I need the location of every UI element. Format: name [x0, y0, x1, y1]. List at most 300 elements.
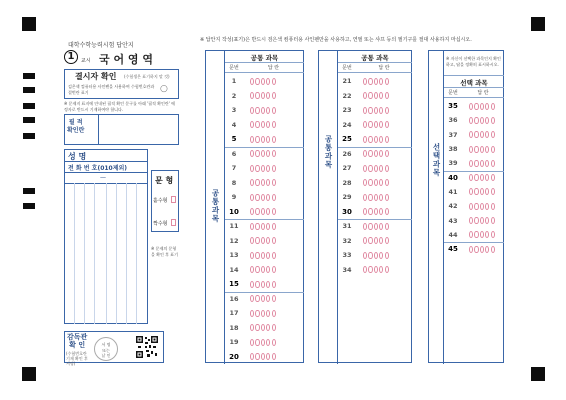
- answer-row-25: [338, 132, 412, 147]
- answer-bubble-4[interactable]: [266, 165, 270, 172]
- answer-bubble-2[interactable]: [255, 92, 259, 99]
- answer-bubble-2[interactable]: [368, 107, 372, 114]
- answer-bubble-3[interactable]: [374, 150, 378, 157]
- answer-bubble-group: [250, 136, 276, 143]
- answer-bubble-5[interactable]: [272, 295, 276, 302]
- answer-bubble-2[interactable]: [255, 324, 259, 331]
- answer-bubble-5[interactable]: [491, 174, 495, 181]
- answer-bubble-1[interactable]: [363, 237, 367, 244]
- answer-bubble-4[interactable]: [485, 103, 489, 110]
- answer-bubble-3[interactable]: [261, 339, 265, 346]
- answer-bubble-5[interactable]: [385, 92, 389, 99]
- answer-bubble-5[interactable]: [272, 266, 276, 273]
- answer-bubble-3[interactable]: [261, 136, 265, 143]
- answer-bubble-5[interactable]: [272, 223, 276, 230]
- timing-mark: [23, 188, 35, 194]
- question-number: 21: [342, 77, 352, 86]
- result-check-circle: ○: [160, 84, 168, 94]
- answer-bubble-group: [469, 188, 495, 195]
- answer-bubble-5[interactable]: [385, 78, 389, 85]
- answer-bubble-4[interactable]: [485, 231, 489, 238]
- subject-title: 국 어 영 역: [99, 53, 153, 66]
- answer-bubble-4[interactable]: [266, 107, 270, 114]
- answer-row-34: [338, 263, 412, 278]
- answer-bubble-4[interactable]: [266, 78, 270, 85]
- answer-bubble-4[interactable]: [266, 237, 270, 244]
- answer-bubble-4[interactable]: [266, 194, 270, 201]
- answer-bubble-3[interactable]: [374, 78, 378, 85]
- column-3-num-header: 문번: [448, 90, 458, 96]
- answer-bubble-group: [250, 78, 276, 85]
- answer-bubble-1[interactable]: [250, 179, 254, 186]
- answer-bubble-4[interactable]: [379, 107, 383, 114]
- answer-bubble-5[interactable]: [272, 107, 276, 114]
- answer-bubble-5[interactable]: [272, 281, 276, 288]
- sign-area[interactable]: 서 명 또는 날 인: [94, 337, 118, 361]
- answer-bubble-4[interactable]: [266, 223, 270, 230]
- answer-bubble-1[interactable]: [469, 217, 473, 224]
- question-number: 23: [342, 106, 352, 115]
- answer-bubble-5[interactable]: [272, 310, 276, 317]
- answer-bubble-1[interactable]: [250, 208, 254, 215]
- answer-bubble-5[interactable]: [491, 146, 495, 153]
- answer-bubble-2[interactable]: [474, 117, 478, 124]
- type-even-bubble[interactable]: [171, 219, 176, 226]
- answer-bubble-group: [363, 266, 389, 273]
- answer-bubble-4[interactable]: [266, 339, 270, 346]
- answer-bubble-2[interactable]: [474, 188, 478, 195]
- answer-bubble-4[interactable]: [485, 131, 489, 138]
- answer-bubble-3[interactable]: [480, 203, 484, 210]
- answer-bubble-1[interactable]: [250, 339, 254, 346]
- answer-row-1: [225, 74, 304, 89]
- corner-mark-bottom-right: [531, 367, 545, 381]
- answer-bubble-3[interactable]: [261, 295, 265, 302]
- answer-row-41: [444, 185, 504, 199]
- answer-bubble-4[interactable]: [266, 295, 270, 302]
- answer-bubble-group: [469, 146, 495, 153]
- answer-bubble-1[interactable]: [469, 103, 473, 110]
- answer-bubble-group: [363, 252, 389, 259]
- answer-bubble-5[interactable]: [385, 121, 389, 128]
- question-number: 26: [342, 149, 352, 158]
- answer-bubble-group: [250, 208, 276, 215]
- timing-mark: [23, 87, 35, 93]
- answer-bubble-5[interactable]: [272, 179, 276, 186]
- answer-bubble-2[interactable]: [368, 165, 372, 172]
- answer-bubble-3[interactable]: [480, 217, 484, 224]
- answer-bubble-3[interactable]: [261, 179, 265, 186]
- answer-bubble-5[interactable]: [272, 194, 276, 201]
- answer-bubble-1[interactable]: [363, 92, 367, 99]
- period-label: 교시: [81, 58, 91, 64]
- answer-row-5: [225, 132, 304, 147]
- answer-bubble-5[interactable]: [385, 194, 389, 201]
- answer-bubble-4[interactable]: [379, 136, 383, 143]
- column-2-side-label: 공통과목: [324, 135, 333, 169]
- answer-bubble-5[interactable]: [385, 252, 389, 259]
- answer-bubble-4[interactable]: [485, 117, 489, 124]
- answer-row-44: [444, 228, 504, 242]
- answer-bubble-3[interactable]: [261, 194, 265, 201]
- timing-mark: [23, 103, 35, 109]
- answer-bubble-1[interactable]: [363, 136, 367, 143]
- answer-bubble-2[interactable]: [368, 121, 372, 128]
- answer-row-33: [338, 248, 412, 263]
- answer-bubble-1[interactable]: [469, 131, 473, 138]
- answer-bubble-4[interactable]: [266, 136, 270, 143]
- answer-row-27: [338, 161, 412, 176]
- answer-bubble-5[interactable]: [491, 217, 495, 224]
- answer-bubble-group: [469, 231, 495, 238]
- answer-bubble-5[interactable]: [491, 117, 495, 124]
- answer-bubble-4[interactable]: [266, 208, 270, 215]
- answer-bubble-4[interactable]: [266, 281, 270, 288]
- answer-bubble-1[interactable]: [250, 281, 254, 288]
- answer-row-18: [225, 321, 304, 336]
- answer-bubble-2[interactable]: [474, 246, 478, 253]
- answer-bubble-4[interactable]: [266, 121, 270, 128]
- answer-bubble-4[interactable]: [379, 165, 383, 172]
- answer-bubble-3[interactable]: [374, 223, 378, 230]
- answer-bubble-1[interactable]: [250, 324, 254, 331]
- answer-bubble-1[interactable]: [250, 194, 254, 201]
- answer-bubble-3[interactable]: [261, 324, 265, 331]
- answer-bubble-1[interactable]: [363, 252, 367, 259]
- answer-bubble-2[interactable]: [368, 223, 372, 230]
- answer-bubble-5[interactable]: [385, 223, 389, 230]
- answer-column-2: [318, 50, 412, 363]
- answer-bubble-group: [363, 121, 389, 128]
- question-number: 44: [448, 230, 458, 239]
- question-number: 20: [229, 352, 239, 361]
- question-number: 28: [342, 178, 352, 187]
- answer-bubble-5[interactable]: [272, 136, 276, 143]
- answer-bubble-5[interactable]: [491, 103, 495, 110]
- answer-bubble-5[interactable]: [491, 131, 495, 138]
- answer-bubble-2[interactable]: [255, 78, 259, 85]
- answer-bubble-group: [250, 150, 276, 157]
- answer-bubble-2[interactable]: [474, 131, 478, 138]
- answer-bubble-4[interactable]: [485, 217, 489, 224]
- answer-row-11: [225, 219, 304, 234]
- answer-bubble-1[interactable]: [469, 160, 473, 167]
- answer-bubble-1[interactable]: [363, 208, 367, 215]
- answer-bubble-2[interactable]: [368, 92, 372, 99]
- answer-bubble-3[interactable]: [374, 92, 378, 99]
- answer-bubble-5[interactable]: [272, 237, 276, 244]
- question-number: 9: [231, 193, 237, 202]
- answer-bubble-2[interactable]: [474, 231, 478, 238]
- answer-bubble-3[interactable]: [480, 117, 484, 124]
- answer-bubble-3[interactable]: [261, 353, 265, 360]
- top-notice: ※ 답안지 작성(표기)은 반드시 검은색 컴퓨터용 사인펜만을 사용하고, 연필 또는 샤프 등의 필기구를 절대 사용하지 마십시오.: [200, 37, 472, 43]
- answer-bubble-2[interactable]: [474, 203, 478, 210]
- answer-bubble-1[interactable]: [469, 146, 473, 153]
- answer-bubble-5[interactable]: [385, 150, 389, 157]
- answer-bubble-3[interactable]: [480, 231, 484, 238]
- supervisor-label: 감독관 확 인: [67, 333, 88, 349]
- answer-bubble-4[interactable]: [379, 266, 383, 273]
- answer-bubble-group: [250, 339, 276, 346]
- answer-bubble-2[interactable]: [474, 146, 478, 153]
- answer-bubble-3[interactable]: [374, 237, 378, 244]
- answer-bubble-5[interactable]: [491, 231, 495, 238]
- answer-row-2: [225, 89, 304, 104]
- answer-bubble-1[interactable]: [469, 231, 473, 238]
- answer-bubble-5[interactable]: [272, 150, 276, 157]
- answer-bubble-4[interactable]: [485, 160, 489, 167]
- answer-bubble-4[interactable]: [266, 252, 270, 259]
- answer-bubble-1[interactable]: [363, 266, 367, 273]
- answer-bubble-1[interactable]: [363, 165, 367, 172]
- answer-bubble-3[interactable]: [261, 208, 265, 215]
- answer-bubble-1[interactable]: [469, 188, 473, 195]
- answer-bubble-5[interactable]: [272, 78, 276, 85]
- answer-row-40: [444, 171, 504, 185]
- answer-bubble-1[interactable]: [250, 310, 254, 317]
- answer-bubble-3[interactable]: [480, 131, 484, 138]
- answer-bubble-1[interactable]: [469, 203, 473, 210]
- answer-bubble-4[interactable]: [266, 92, 270, 99]
- answer-bubble-2[interactable]: [368, 208, 372, 215]
- answer-bubble-4[interactable]: [379, 194, 383, 201]
- answer-bubble-5[interactable]: [272, 208, 276, 215]
- answer-bubble-2[interactable]: [368, 179, 372, 186]
- answer-bubble-1[interactable]: [250, 136, 254, 143]
- answer-bubble-3[interactable]: [480, 246, 484, 253]
- question-number: 42: [448, 202, 458, 211]
- answer-bubble-3[interactable]: [480, 103, 484, 110]
- answer-bubble-group: [250, 179, 276, 186]
- answer-bubble-3[interactable]: [374, 266, 378, 273]
- question-number: 36: [448, 116, 458, 125]
- result-check-desc: 검은색 컴퓨터용 사인펜을 사용하여 수험번호란과 결번란 표기: [68, 84, 155, 95]
- answer-bubble-group: [250, 92, 276, 99]
- answer-bubble-3[interactable]: [374, 165, 378, 172]
- timing-mark: [23, 73, 35, 79]
- question-number: 25: [342, 135, 352, 144]
- answer-bubble-group: [250, 107, 276, 114]
- type-odd-bubble[interactable]: [171, 196, 176, 203]
- answer-bubble-2[interactable]: [255, 237, 259, 244]
- answer-bubble-4[interactable]: [485, 146, 489, 153]
- answer-bubble-5[interactable]: [272, 353, 276, 360]
- answer-bubble-3[interactable]: [261, 121, 265, 128]
- answer-bubble-3[interactable]: [374, 194, 378, 201]
- answer-bubble-4[interactable]: [379, 78, 383, 85]
- answer-bubble-1[interactable]: [469, 174, 473, 181]
- answer-bubble-5[interactable]: [491, 160, 495, 167]
- answer-bubble-3[interactable]: [261, 78, 265, 85]
- answer-bubble-4[interactable]: [266, 266, 270, 273]
- answer-bubble-4[interactable]: [266, 310, 270, 317]
- answer-row-14: [225, 263, 304, 278]
- answer-bubble-3[interactable]: [261, 150, 265, 157]
- answer-bubble-1[interactable]: [469, 246, 473, 253]
- answer-bubble-5[interactable]: [385, 179, 389, 186]
- answer-bubble-3[interactable]: [261, 223, 265, 230]
- answer-bubble-4[interactable]: [266, 324, 270, 331]
- answer-bubble-1[interactable]: [363, 150, 367, 157]
- question-number: 34: [342, 265, 352, 274]
- answer-bubble-4[interactable]: [266, 150, 270, 157]
- answer-bubble-3[interactable]: [261, 252, 265, 259]
- answer-bubble-4[interactable]: [485, 174, 489, 181]
- answer-bubble-4[interactable]: [379, 92, 383, 99]
- answer-row-3: [225, 103, 304, 118]
- answer-bubble-1[interactable]: [250, 78, 254, 85]
- answer-bubble-4[interactable]: [379, 121, 383, 128]
- answer-bubble-1[interactable]: [250, 252, 254, 259]
- answer-bubble-3[interactable]: [261, 281, 265, 288]
- answer-bubble-5[interactable]: [491, 246, 495, 253]
- answer-bubble-1[interactable]: [363, 107, 367, 114]
- answer-bubble-2[interactable]: [368, 237, 372, 244]
- question-number: 15: [229, 280, 239, 289]
- answer-bubble-4[interactable]: [485, 246, 489, 253]
- correction-note: ※ 문제지 표지에 안내된 필적 확인 문구를 아래 '필적 확인란' 에 정자로 반드시 기재하여야 합니다.: [64, 101, 176, 112]
- answer-bubble-5[interactable]: [385, 107, 389, 114]
- answer-bubble-5[interactable]: [272, 324, 276, 331]
- answer-column-1: [205, 50, 304, 363]
- answer-bubble-4[interactable]: [379, 223, 383, 230]
- answer-bubble-group: [363, 208, 389, 215]
- answer-bubble-1[interactable]: [250, 107, 254, 114]
- answer-bubble-1[interactable]: [250, 223, 254, 230]
- answer-bubble-1[interactable]: [250, 353, 254, 360]
- answer-bubble-5[interactable]: [385, 165, 389, 172]
- answer-bubble-1[interactable]: [250, 295, 254, 302]
- answer-bubble-2[interactable]: [255, 295, 259, 302]
- answer-bubble-1[interactable]: [363, 223, 367, 230]
- answer-bubble-group: [250, 165, 276, 172]
- answer-row-22: [338, 89, 412, 104]
- answer-bubble-5[interactable]: [272, 121, 276, 128]
- answer-bubble-2[interactable]: [255, 339, 259, 346]
- answer-bubble-3[interactable]: [261, 165, 265, 172]
- answer-bubble-5[interactable]: [385, 136, 389, 143]
- answer-bubble-1[interactable]: [250, 266, 254, 273]
- answer-bubble-3[interactable]: [480, 174, 484, 181]
- answer-bubble-4[interactable]: [266, 353, 270, 360]
- answer-bubble-3[interactable]: [374, 252, 378, 259]
- answer-bubble-2[interactable]: [255, 121, 259, 128]
- answer-bubble-4[interactable]: [379, 237, 383, 244]
- answer-bubble-3[interactable]: [480, 160, 484, 167]
- answer-bubble-2[interactable]: [474, 160, 478, 167]
- answer-bubble-5[interactable]: [491, 188, 495, 195]
- answer-bubble-5[interactable]: [272, 339, 276, 346]
- answer-bubble-2[interactable]: [474, 174, 478, 181]
- answer-bubble-1[interactable]: [250, 237, 254, 244]
- answer-bubble-2[interactable]: [255, 179, 259, 186]
- answer-bubble-3[interactable]: [261, 310, 265, 317]
- answer-bubble-5[interactable]: [385, 237, 389, 244]
- answer-row-30: [338, 205, 412, 220]
- answer-bubble-2[interactable]: [255, 136, 259, 143]
- answer-row-28: [338, 176, 412, 191]
- answer-bubble-5[interactable]: [385, 266, 389, 273]
- answer-bubble-2[interactable]: [368, 266, 372, 273]
- answer-bubble-3[interactable]: [374, 208, 378, 215]
- answer-bubble-2[interactable]: [255, 353, 259, 360]
- answer-bubble-2[interactable]: [255, 194, 259, 201]
- answer-bubble-group: [250, 252, 276, 259]
- answer-bubble-2[interactable]: [474, 103, 478, 110]
- answer-bubble-3[interactable]: [261, 266, 265, 273]
- answer-bubble-3[interactable]: [374, 121, 378, 128]
- answer-bubble-4[interactable]: [379, 208, 383, 215]
- answer-bubble-3[interactable]: [480, 146, 484, 153]
- answer-bubble-5[interactable]: [272, 252, 276, 259]
- answer-bubble-2[interactable]: [368, 252, 372, 259]
- answer-bubble-3[interactable]: [480, 188, 484, 195]
- answer-bubble-2[interactable]: [474, 217, 478, 224]
- type-even-label: 짝수형: [153, 221, 168, 227]
- answer-bubble-1[interactable]: [363, 194, 367, 201]
- answer-bubble-3[interactable]: [261, 107, 265, 114]
- column-1-ans-header: 답 란: [267, 65, 280, 71]
- answer-bubble-4[interactable]: [379, 150, 383, 157]
- answer-bubble-group: [469, 103, 495, 110]
- question-number: 37: [448, 130, 458, 139]
- answer-bubble-2[interactable]: [255, 252, 259, 259]
- answer-bubble-1[interactable]: [363, 179, 367, 186]
- answer-bubble-2[interactable]: [255, 310, 259, 317]
- answer-bubble-3[interactable]: [374, 179, 378, 186]
- answer-bubble-group: [469, 246, 495, 253]
- answer-bubble-2[interactable]: [368, 136, 372, 143]
- answer-bubble-1[interactable]: [250, 121, 254, 128]
- answer-bubble-2[interactable]: [255, 150, 259, 157]
- answer-bubble-4[interactable]: [266, 179, 270, 186]
- answer-bubble-3[interactable]: [374, 136, 378, 143]
- answer-bubble-2[interactable]: [255, 281, 259, 288]
- answer-bubble-group: [250, 281, 276, 288]
- answer-bubble-2[interactable]: [255, 165, 259, 172]
- answer-bubble-1[interactable]: [250, 165, 254, 172]
- answer-bubble-1[interactable]: [250, 92, 254, 99]
- answer-bubble-2[interactable]: [368, 150, 372, 157]
- answer-bubble-5[interactable]: [491, 203, 495, 210]
- answer-bubble-5[interactable]: [272, 92, 276, 99]
- answer-row-39: [444, 156, 504, 170]
- answer-bubble-5[interactable]: [272, 165, 276, 172]
- answer-bubble-2[interactable]: [368, 194, 372, 201]
- answer-bubble-1[interactable]: [250, 150, 254, 157]
- answer-bubble-4[interactable]: [379, 179, 383, 186]
- answer-bubble-4[interactable]: [379, 252, 383, 259]
- answer-bubble-1[interactable]: [469, 117, 473, 124]
- answer-bubble-3[interactable]: [261, 237, 265, 244]
- answer-bubble-4[interactable]: [485, 188, 489, 195]
- answer-bubble-5[interactable]: [385, 208, 389, 215]
- question-number: 35: [448, 102, 458, 111]
- answer-bubble-2[interactable]: [255, 208, 259, 215]
- answer-bubble-1[interactable]: [363, 78, 367, 85]
- answer-bubble-2[interactable]: [368, 78, 372, 85]
- answer-bubble-3[interactable]: [374, 107, 378, 114]
- answer-bubble-2[interactable]: [255, 266, 259, 273]
- answer-bubble-4[interactable]: [485, 203, 489, 210]
- answer-bubble-2[interactable]: [255, 223, 259, 230]
- question-number: 33: [342, 251, 352, 260]
- answer-bubble-1[interactable]: [363, 121, 367, 128]
- answer-bubble-2[interactable]: [255, 107, 259, 114]
- answer-bubble-3[interactable]: [261, 92, 265, 99]
- answer-row-35: [444, 99, 504, 113]
